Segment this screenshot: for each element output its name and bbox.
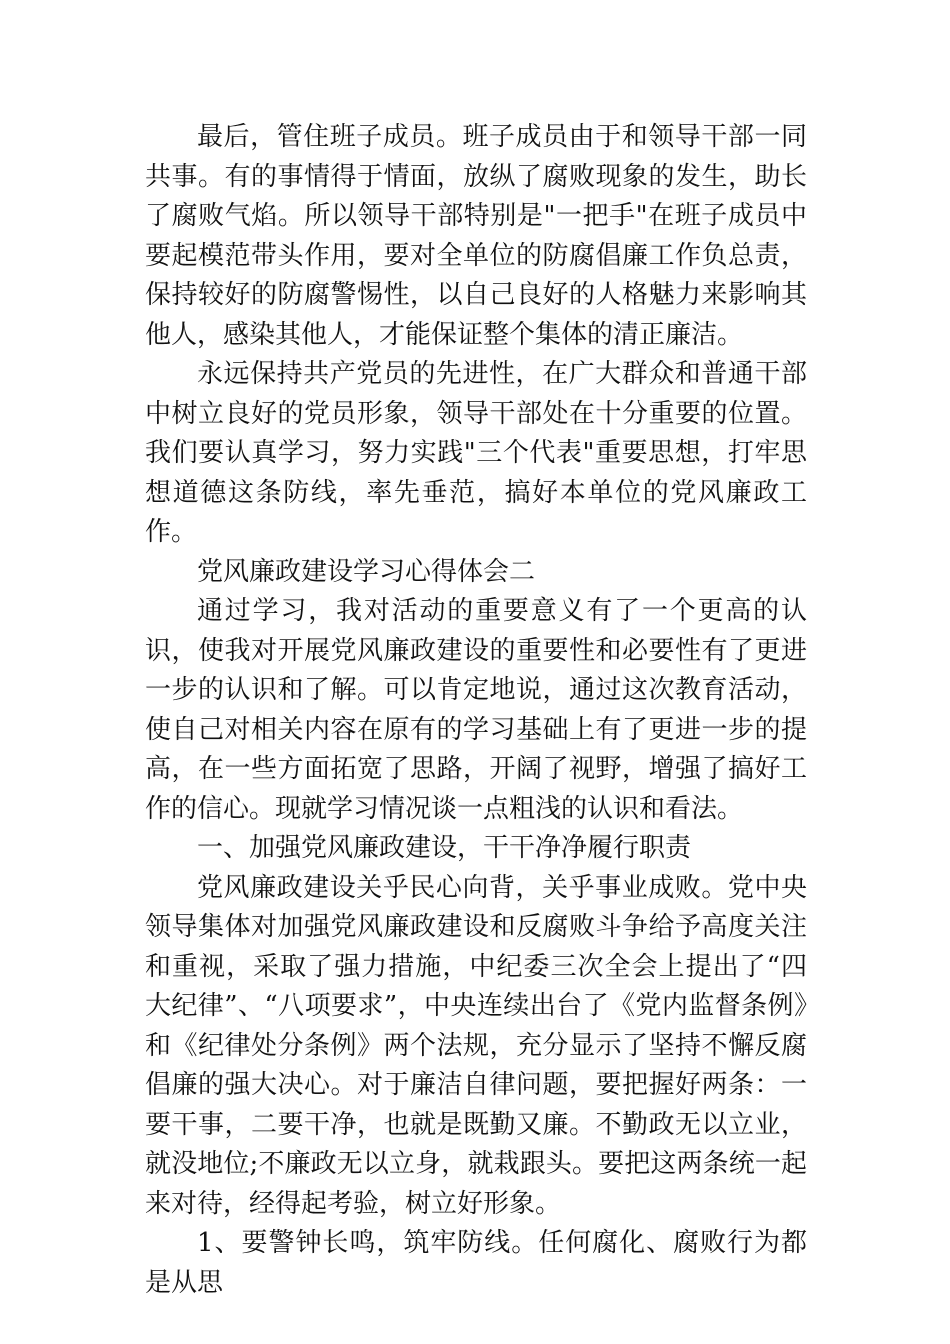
- paragraph-alarm-bell: 1、要警钟长鸣，筑牢防线。任何腐化、腐败行为都是从思: [145, 1228, 807, 1298]
- paragraph-study-understanding: 通过学习，我对活动的重要意义有了一个更高的认识，使我对开展党风廉政建设的重要性和必要性有了更进一步的认识和了解。可以肯定地说，通过这次教育活动，使自己对相关内容在原有的学习基础上有了更进一步的提高，在一些方面拓宽了思路，开阔了视野，增强了搞好工作的信心。现就学习情况谈一点粗浅的认识和看法。: [145, 596, 807, 824]
- paragraph-central-leadership: 党风廉政建设关乎民心向背，关乎事业成败。党中央领导集体对加强党风廉政建设和反腐败斗争给予高度关注和重视，采取了强力措施，中纪委三次全会上提出了“四大纪律”、“八项要求”，中央连续出台了《党内监督条例》和《纪律处分条例》两个法规，充分显示了坚持不懈反腐倡廉的强大决心。对于廉洁自律问题，要把握好两条：一要干事，二要干净，也就是既勤又廉。不勤政无以立业，就没地位;不廉政无以立身，就栽跟头。要把这两条统一起来对待，经得起考验，树立好形象。: [145, 872, 807, 1219]
- paragraph-leadership-team: 最后，管住班子成员。班子成员由于和领导干部一同共事。有的事情得于情面，放纵了腐败现象的发生，助长了腐败气焰。所以领导干部特别是"一把手"在班子成员中要起模范带头作用，要对全单位的防腐倡廉工作负总责，保持较好的防腐警惕性，以自己良好的人格魅力来影响其他人，感染其他人，才能保证整个集体的清正廉洁。: [145, 122, 807, 350]
- section-heading-strengthen-integrity: 一、加强党风廉政建设，干干净净履行职责: [197, 833, 692, 863]
- section-heading-experience-two: 党风廉政建设学习心得体会二: [197, 556, 536, 587]
- document-page: [145, 118, 807, 1303]
- paragraph-party-member-image: 永远保持共产党员的先进性，在广大群众和普通干部中树立良好的党员形象，领导干部处在十分重要的位置。我们要认真学习，努力实践"三个代表"重要思想，打牢思想道德这条防线，率先垂范，搞好本单位的党风廉政工作。: [145, 359, 807, 547]
